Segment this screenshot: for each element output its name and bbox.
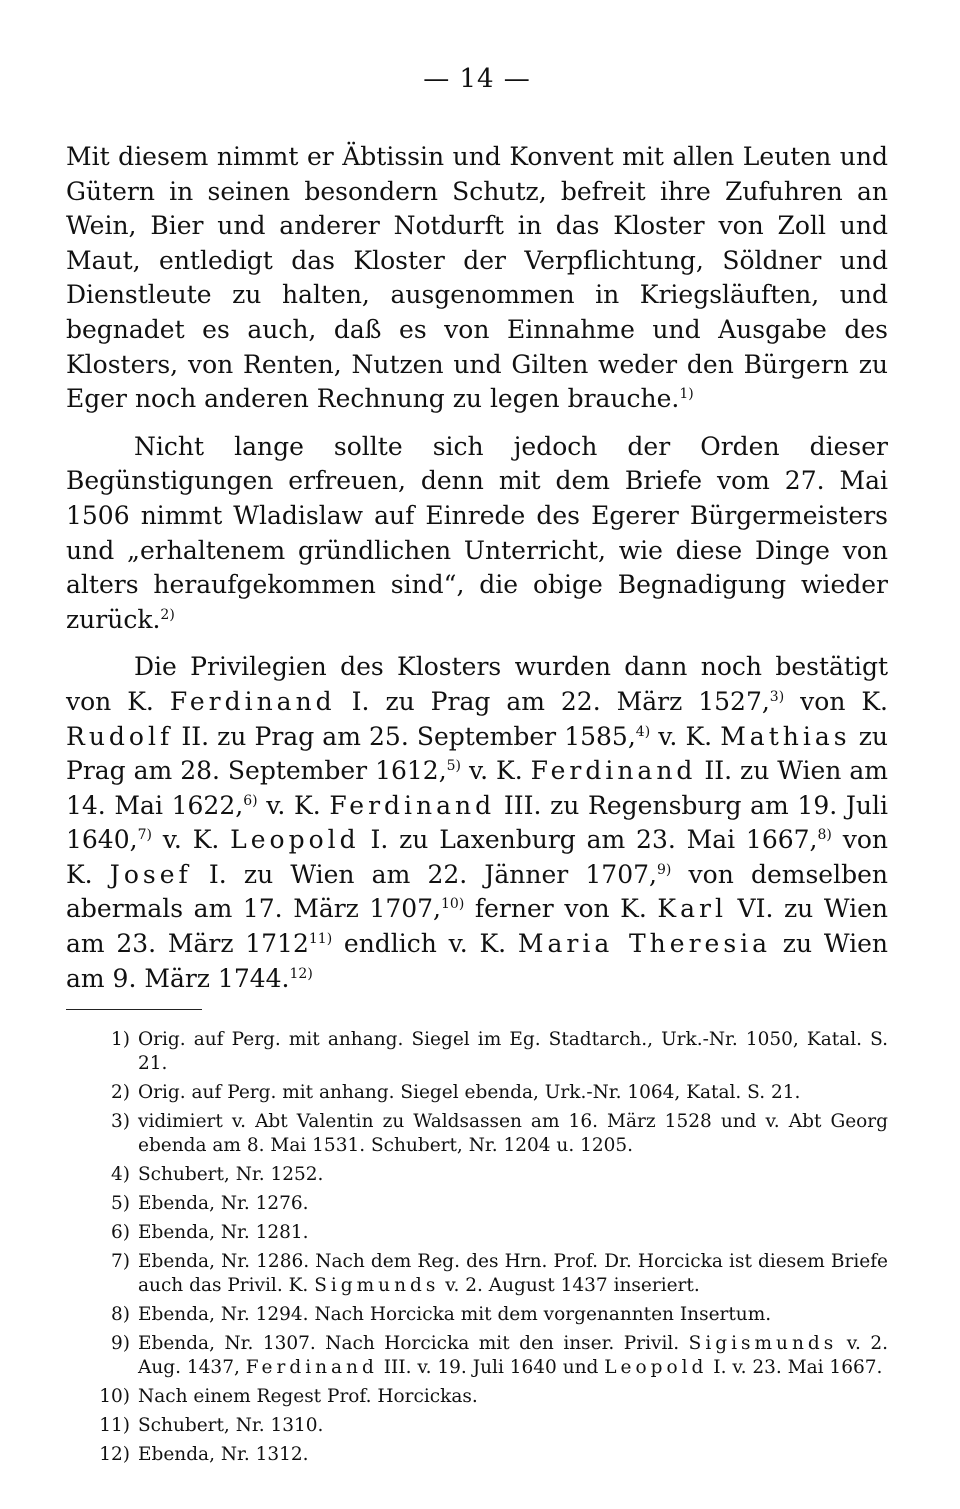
text-run: endlich v. K. <box>332 929 518 959</box>
footnote <box>66 1443 888 1467</box>
text-run: Schubert, Nr. 1252. <box>138 1164 324 1186</box>
spaced-name: Maria Theresia <box>517 929 772 959</box>
footnote-reference: 11) <box>308 931 333 948</box>
footnote-reference: 6) <box>243 792 258 809</box>
text-run: I. v. 23. Mai 1667. <box>707 1357 883 1379</box>
footnote-number: 12) <box>99 1444 130 1466</box>
text-run: Ebenda, Nr. 1286. Nach dem Reg. des Hrn. Prof. Dr. Horcicka ist diesem Briefe auch das Privil. K. <box>138 1251 888 1297</box>
footnote-number: 11) <box>99 1415 130 1437</box>
footnote-number: 1) <box>111 1029 130 1051</box>
spaced-name: Sigmunds <box>314 1275 440 1297</box>
text-run: v. K. <box>461 756 531 786</box>
spaced-name: Sigismunds <box>688 1333 838 1355</box>
footnote <box>66 1221 888 1245</box>
footnote <box>66 1414 888 1438</box>
footnote <box>66 1163 888 1187</box>
footnote-text <box>138 1303 888 1327</box>
footnote-text <box>138 1332 888 1380</box>
footnote-number: 10) <box>99 1386 130 1408</box>
footnote-text <box>138 1192 888 1216</box>
spaced-name: Ferdinand <box>530 756 697 786</box>
footnote-text <box>138 1443 888 1467</box>
footnote-reference: 10) <box>441 896 465 913</box>
footnote-text <box>138 1163 888 1187</box>
footnote-number: 8) <box>111 1304 130 1326</box>
spaced-name: Josef <box>109 859 192 889</box>
text-run: Ebenda, Nr. 1307. Nach Horcicka mit den inser. Privil. <box>138 1333 689 1355</box>
text-run: Ebenda, Nr. 1312. <box>138 1444 309 1466</box>
footnote <box>66 1110 888 1158</box>
text-run: III. zu Regensburg am 19. Juli 1640, <box>66 790 888 855</box>
footnotes <box>66 1028 888 1467</box>
footnote-text <box>138 1221 888 1245</box>
text-run: v. 2. Aug. 1437, <box>138 1333 888 1379</box>
footnote-reference: 9) <box>656 861 672 878</box>
footnote-text <box>138 1414 888 1438</box>
footnote-number: 7) <box>111 1251 130 1273</box>
text-run: Ebenda, Nr. 1294. Nach Horcicka mit dem vorgenannten Insertum. <box>138 1304 772 1326</box>
spaced-name: Ferdinand <box>245 1357 378 1379</box>
text-run: Mit diesem nimmt er Äbtissin und Konvent mit allen Leuten und Gütern in seinen besondern Schutz, befreit ihre Zufuhren an Wein, Bier und anderer Notdurft in das Kloster von Zoll und Maut, entledigt das Kloster der Verpflichtung, Söldner und Dienstleute zu halten, ausgenommen in Kriegsläuften, und begnadet es auch, daß es von Einnahme und Ausgabe des Klosters, von Renten, Nutzen und Gilten weder den Bürgern zu Eger noch anderen Rechnung zu legen brauche. <box>66 142 888 414</box>
footnote-reference: 3) <box>769 688 785 705</box>
text-run: von K. <box>784 686 889 716</box>
paragraph <box>66 650 888 996</box>
footnote-text <box>138 1081 888 1105</box>
text-run: ferner von K. <box>464 894 658 924</box>
footnote-number: 6) <box>111 1222 130 1244</box>
footnote <box>66 1250 888 1298</box>
footnote-reference: 7) <box>137 827 152 844</box>
footnote-number: 2) <box>111 1082 130 1104</box>
footnote-number: 9) <box>111 1333 130 1355</box>
footnote-text <box>138 1028 888 1076</box>
footnote-reference: 1) <box>679 386 694 403</box>
footnote <box>66 1303 888 1327</box>
text-run: zu Wien am 9. März 1744. <box>66 929 888 993</box>
footnote-number: 5) <box>111 1193 130 1215</box>
footnote-separator <box>66 1009 202 1010</box>
footnote-reference: 4) <box>635 723 651 740</box>
page-number: — 14 — <box>423 64 531 94</box>
text-run: Ebenda, Nr. 1281. <box>138 1222 309 1244</box>
text-run: Ebenda, Nr. 1276. <box>138 1193 309 1215</box>
footnote-text <box>138 1385 888 1409</box>
text-run: v. 2. August 1437 inseriert. <box>439 1275 700 1297</box>
text-run: III. v. 19. Juli 1640 und <box>377 1357 605 1379</box>
footnote-number: 4) <box>111 1164 130 1186</box>
text-run: vidimiert v. Abt Valentin zu Waldsassen am 16. März 1528 und v. Abt Georg ebenda am 8. Mai 1531. Schubert, Nr. 1204 u. 1205. <box>138 1111 888 1157</box>
text-run: I. zu Wien am 22. Jänner 1707, <box>191 859 657 889</box>
text-run: II. zu Wien am 14. Mai 1622, <box>66 756 888 820</box>
text-run: Nach einem Regest Prof. Horcickas. <box>138 1386 478 1408</box>
footnote <box>66 1385 888 1409</box>
footnote-reference: 5) <box>446 758 462 775</box>
footnote-text <box>138 1250 888 1298</box>
footnote-reference: 12) <box>289 965 313 982</box>
text-run: v. K. <box>650 721 721 751</box>
footnote <box>66 1192 888 1216</box>
text-run: I. zu Prag am 22. März 1527, <box>335 686 770 716</box>
footnote-reference: 8) <box>817 827 832 844</box>
text-run: VI. zu Wien am 23. März 1712 <box>66 894 888 959</box>
spaced-name: Leopold <box>604 1357 708 1379</box>
footnote <box>66 1028 888 1076</box>
body-text <box>66 140 888 996</box>
text-run: von demselben abermals am 17. März 1707, <box>66 859 888 924</box>
text-run: v. K. <box>151 825 231 855</box>
text-run: zu Prag am 28. September 1612, <box>66 721 888 786</box>
text-run: I. zu Laxenburg am 23. Mai 1667, <box>359 825 818 855</box>
text-run: II. zu Prag am 25. September 1585, <box>173 721 636 751</box>
spaced-name: Ferdinand <box>169 686 336 716</box>
text-run: Orig. auf Perg. mit anhang. Siegel ebenda, Urk.-Nr. 1064, Katal. S. 21. <box>138 1082 801 1104</box>
spaced-name: Karl <box>657 894 727 924</box>
text-run: v. K. <box>257 790 330 820</box>
footnote-text <box>138 1110 888 1158</box>
footnote-reference: 2) <box>160 606 175 623</box>
text-run: Orig. auf Perg. mit anhang. Siegel im Eg. Stadtarch., Urk.-Nr. 1050, Katal. S. 21. <box>138 1029 888 1075</box>
spaced-name: Rudolf <box>66 721 174 751</box>
paragraph <box>66 430 888 638</box>
spaced-name: Leopold <box>230 825 360 855</box>
spaced-name: Mathias <box>720 721 851 751</box>
paragraph <box>66 140 888 417</box>
text-run: von K. <box>66 825 888 889</box>
spaced-name: Ferdinand <box>329 790 496 820</box>
footnote <box>66 1332 888 1380</box>
text-run: Die Privilegien des Klosters wurden dann noch bestätigt von K. <box>66 652 888 716</box>
text-run: Schubert, Nr. 1310. <box>138 1415 324 1437</box>
footnote-number: 3) <box>111 1111 130 1133</box>
text-run: Nicht lange sollte sich jedoch der Orden dieser Begünstigungen erfreuen, denn mit dem Briefe vom 27. Mai 1506 nimmt Wladislaw auf Einrede des Egerer Bürgermeisters und „erhaltenem gründlichen Unterricht, wie diese Dinge von alters heraufgekommen sind“, die obige Begnadigung wieder zurück. <box>66 431 888 634</box>
footnote <box>66 1081 888 1105</box>
